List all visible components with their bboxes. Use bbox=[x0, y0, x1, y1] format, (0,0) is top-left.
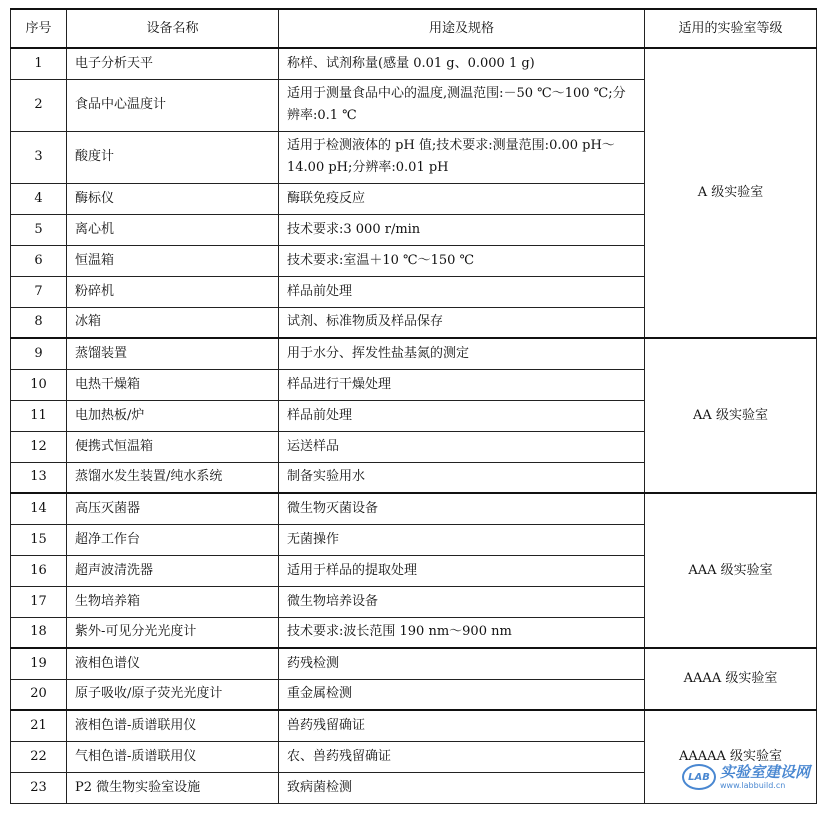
table-header-row bbox=[11, 9, 817, 48]
row-number: 19 bbox=[11, 648, 67, 679]
row-number: 4 bbox=[11, 183, 67, 214]
device-name: 酶标仪 bbox=[67, 183, 279, 214]
row-number: 2 bbox=[11, 79, 67, 131]
lab-logo-icon: LAB bbox=[682, 764, 716, 790]
device-name: 电子分析天平 bbox=[67, 48, 279, 79]
row-number: 23 bbox=[11, 772, 67, 803]
purpose-spec: 制备实验用水 bbox=[279, 462, 645, 493]
purpose-spec: 微生物培养设备 bbox=[279, 586, 645, 617]
table-row bbox=[11, 648, 817, 679]
watermark-text: 实验室建设网 bbox=[719, 762, 810, 781]
device-name: 酸度计 bbox=[67, 131, 279, 183]
purpose-spec: 重金属检测 bbox=[279, 679, 645, 710]
purpose-spec: 农、兽药残留确证 bbox=[279, 741, 645, 772]
purpose-spec: 技术要求:3 000 r/min bbox=[279, 214, 645, 245]
row-number: 9 bbox=[11, 338, 67, 369]
row-number: 15 bbox=[11, 524, 67, 555]
header-lab-level: 适用的实验室等级 bbox=[645, 9, 817, 48]
purpose-spec: 微生物灭菌设备 bbox=[279, 493, 645, 524]
device-name: 蒸馏装置 bbox=[67, 338, 279, 369]
row-number: 14 bbox=[11, 493, 67, 524]
lab-level: AAAAA 级实验室 bbox=[645, 710, 817, 803]
row-number: 12 bbox=[11, 431, 67, 462]
row-number: 16 bbox=[11, 555, 67, 586]
lab-level: AAA 级实验室 bbox=[645, 493, 817, 648]
row-number: 1 bbox=[11, 48, 67, 79]
device-name: 气相色谱-质谱联用仪 bbox=[67, 741, 279, 772]
device-name: 原子吸收/原子荧光光度计 bbox=[67, 679, 279, 710]
row-number: 20 bbox=[11, 679, 67, 710]
device-name: 紫外-可见分光光度计 bbox=[67, 617, 279, 648]
header-device-name: 设备名称 bbox=[67, 9, 279, 48]
purpose-spec: 药残检测 bbox=[279, 648, 645, 679]
lab-level: AA 级实验室 bbox=[645, 338, 817, 493]
purpose-spec: 酶联免疫反应 bbox=[279, 183, 645, 214]
device-name: 蒸馏水发生装置/纯水系统 bbox=[67, 462, 279, 493]
device-name: 高压灭菌器 bbox=[67, 493, 279, 524]
table-row bbox=[11, 338, 817, 369]
lab-level: AAAA 级实验室 bbox=[645, 648, 817, 710]
device-name: 液相色谱仪 bbox=[67, 648, 279, 679]
row-number: 17 bbox=[11, 586, 67, 617]
device-name: 便携式恒温箱 bbox=[67, 431, 279, 462]
row-number: 8 bbox=[11, 307, 67, 338]
equipment-table bbox=[10, 8, 817, 804]
row-number: 10 bbox=[11, 369, 67, 400]
device-name: 超净工作台 bbox=[67, 524, 279, 555]
row-number: 21 bbox=[11, 710, 67, 741]
purpose-spec: 样品前处理 bbox=[279, 400, 645, 431]
purpose-spec: 称样、试剂称量(感量 0.01 g、0.000 1 g) bbox=[279, 48, 645, 79]
watermark-url: www.labbuild.cn bbox=[719, 780, 786, 790]
device-name: P2 微生物实验室设施 bbox=[67, 772, 279, 803]
device-name: 电热干燥箱 bbox=[67, 369, 279, 400]
lab-level: A 级实验室 bbox=[645, 48, 817, 338]
purpose-spec: 试剂、标准物质及样品保存 bbox=[279, 307, 645, 338]
device-name: 冰箱 bbox=[67, 307, 279, 338]
row-number: 7 bbox=[11, 276, 67, 307]
purpose-spec: 致病菌检测 bbox=[279, 772, 645, 803]
purpose-spec: 样品前处理 bbox=[279, 276, 645, 307]
purpose-spec: 技术要求:室温＋10 ℃～150 ℃ bbox=[279, 245, 645, 276]
row-number: 6 bbox=[11, 245, 67, 276]
device-name: 液相色谱-质谱联用仪 bbox=[67, 710, 279, 741]
purpose-spec: 无菌操作 bbox=[279, 524, 645, 555]
row-number: 11 bbox=[11, 400, 67, 431]
device-name: 电加热板/炉 bbox=[67, 400, 279, 431]
table-row bbox=[11, 493, 817, 524]
row-number: 5 bbox=[11, 214, 67, 245]
device-name: 离心机 bbox=[67, 214, 279, 245]
device-name: 生物培养箱 bbox=[67, 586, 279, 617]
purpose-spec: 适用于检测液体的 pH 值;技术要求:测量范围:0.00 pH～14.00 pH;分辨率:0.01 pH bbox=[279, 131, 645, 183]
table-row bbox=[11, 48, 817, 79]
purpose-spec: 适用于测量食品中心的温度,测温范围:－50 ℃～100 ℃;分辨率:0.1 ℃ bbox=[279, 79, 645, 131]
device-name: 粉碎机 bbox=[67, 276, 279, 307]
header-purpose-spec: 用途及规格 bbox=[279, 9, 645, 48]
device-name: 恒温箱 bbox=[67, 245, 279, 276]
row-number: 13 bbox=[11, 462, 67, 493]
header-no: 序号 bbox=[11, 9, 67, 48]
purpose-spec: 样品进行干燥处理 bbox=[279, 369, 645, 400]
purpose-spec: 用于水分、挥发性盐基氮的测定 bbox=[279, 338, 645, 369]
purpose-spec: 兽药残留确证 bbox=[279, 710, 645, 741]
purpose-spec: 技术要求:波长范围 190 nm～900 nm bbox=[279, 617, 645, 648]
purpose-spec: 运送样品 bbox=[279, 431, 645, 462]
device-name: 超声波清洗器 bbox=[67, 555, 279, 586]
row-number: 18 bbox=[11, 617, 67, 648]
row-number: 3 bbox=[11, 131, 67, 183]
watermark bbox=[682, 764, 810, 790]
device-name: 食品中心温度计 bbox=[67, 79, 279, 131]
row-number: 22 bbox=[11, 741, 67, 772]
table-body bbox=[11, 48, 817, 803]
purpose-spec: 适用于样品的提取处理 bbox=[279, 555, 645, 586]
table-row bbox=[11, 710, 817, 741]
